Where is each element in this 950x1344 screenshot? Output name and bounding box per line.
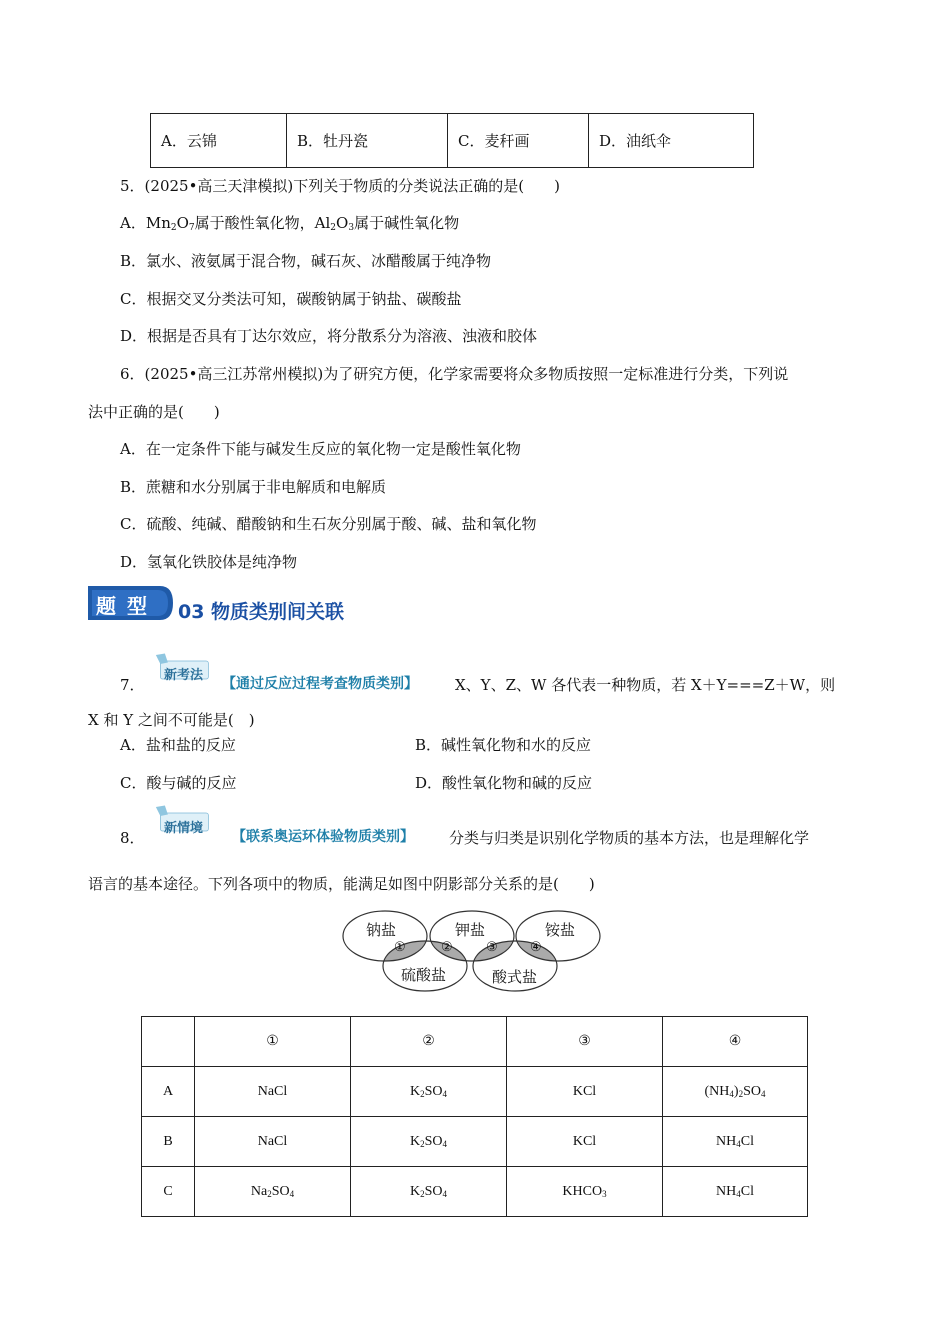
table-row — [142, 1167, 808, 1217]
q6-stem-line1: 6．(2025•高三江苏常州模拟)为了研究方便，化学家需要将众多物质按照一定标准进行分类，下列说 — [120, 365, 789, 383]
q5-option-c: C．根据交叉分类法可知，碳酸钠属于钠盐、碳酸盐 — [120, 290, 462, 308]
venn-mark-1: ① — [394, 940, 406, 955]
q7-option-c: C．酸与碱的反应 — [120, 774, 237, 792]
venn-label-acid-salt: 酸式盐 — [492, 968, 538, 986]
cell: $K_2SO_4$ — [351, 1167, 507, 1217]
header-cell-1: ① — [195, 1017, 351, 1067]
q7-tag: 【通过反应过程考查物质类别】 — [222, 676, 418, 692]
q8-number: 8． — [120, 829, 145, 847]
option-c-cell: C．麦秆画 — [448, 114, 589, 168]
q6-stem-line2: 法中正确的是( ) — [88, 403, 220, 421]
q7-stem-line2: X 和 Y 之间不可能是( ) — [88, 711, 255, 729]
cell: KCl — [507, 1117, 663, 1167]
header-cell-4: ④ — [663, 1017, 808, 1067]
cell: KCl — [507, 1067, 663, 1117]
header-cell-empty — [142, 1017, 195, 1067]
cell: $Na_2SO_4$ — [195, 1167, 351, 1217]
q5-stem: 5．(2025•高三天津模拟)下列关于物质的分类说法正确的是( ) — [120, 177, 560, 195]
header-cell-2: ② — [351, 1017, 507, 1067]
cell: NaCl — [195, 1067, 351, 1117]
venn-label-potassium: 钾盐 — [455, 921, 486, 939]
cell: $K_2SO_4$ — [351, 1067, 507, 1117]
option-b-cell: B．牡丹瓷 — [287, 114, 448, 168]
row-label: C — [142, 1167, 195, 1217]
q6-option-a: A．在一定条件下能与碱发生反应的氧化物一定是酸性氧化物 — [120, 440, 521, 458]
q7-option-d: D．酸性氧化物和碱的反应 — [415, 774, 593, 792]
cell: NaCl — [195, 1117, 351, 1167]
table-row — [142, 1117, 808, 1167]
q5-option-d: D．根据是否具有丁达尔效应，将分散系分为溶液、浊液和胶体 — [120, 327, 538, 345]
q5-option-b: B．氯水、液氨属于混合物，碱石灰、冰醋酸属于纯净物 — [120, 252, 492, 270]
q8-stem: 分类与归类是识别化学物质的基本方法，也是理解化学 — [449, 829, 810, 847]
header-cell-3: ③ — [507, 1017, 663, 1067]
row-label: A — [142, 1067, 195, 1117]
section-title: 03 物质类别间关联 — [178, 601, 345, 623]
cell: $(NH_4)_2SO_4$ — [663, 1067, 808, 1117]
option-a-cell: A．云锦 — [151, 114, 287, 168]
venn-label-sulfate: 硫酸盐 — [401, 966, 447, 984]
q7-option-b: B．碱性氧化物和水的反应 — [415, 736, 592, 754]
venn-label-sodium: 钠盐 — [366, 921, 397, 939]
q7-stem: X、Y、Z、W 各代表一种物质，若 X＋Y===Z＋W，则 — [455, 676, 836, 694]
q8-badge-label: 新情境 — [164, 821, 204, 836]
artwork-options-table — [150, 113, 754, 168]
q5-option-a: A．$Mn_2O_7$属于酸性氧化物，$Al_2O_3$属于碱性氧化物 — [120, 214, 460, 233]
table-row — [142, 1067, 808, 1117]
q7-badge-label: 新考法 — [164, 668, 204, 683]
q7-number: 7． — [120, 676, 145, 694]
venn-label-ammonium: 铵盐 — [545, 921, 576, 939]
table-header-row — [142, 1017, 808, 1067]
option-d-cell: D．油纸伞 — [589, 114, 754, 168]
answer-options-table — [141, 1016, 808, 1217]
q8-stem-line2: 语言的基本途径。下列各项中的物质，能满足如图中阴影部分关系的是( ) — [88, 875, 595, 893]
q7-option-a: A．盐和盐的反应 — [120, 736, 236, 754]
q8-tag: 【联系奥运环体验物质类别】 — [232, 829, 414, 845]
q6-option-c: C．硫酸、纯碱、醋酸钠和生石灰分别属于酸、碱、盐和氧化物 — [120, 515, 537, 533]
cell: $K_2SO_4$ — [351, 1117, 507, 1167]
cell: $NH_4Cl$ — [663, 1167, 808, 1217]
venn-mark-3: ③ — [486, 940, 498, 955]
row-label: B — [142, 1117, 195, 1167]
venn-mark-4: ④ — [530, 940, 542, 955]
q6-option-b: B．蔗糖和水分别属于非电解质和电解质 — [120, 478, 387, 496]
q6-option-d: D．氢氧化铁胶体是纯净物 — [120, 553, 298, 571]
cell: $NH_4Cl$ — [663, 1117, 808, 1167]
venn-mark-2: ② — [441, 940, 453, 955]
section-badge-label: 题 型 — [96, 594, 149, 618]
cell: $KHCO_3$ — [507, 1167, 663, 1217]
